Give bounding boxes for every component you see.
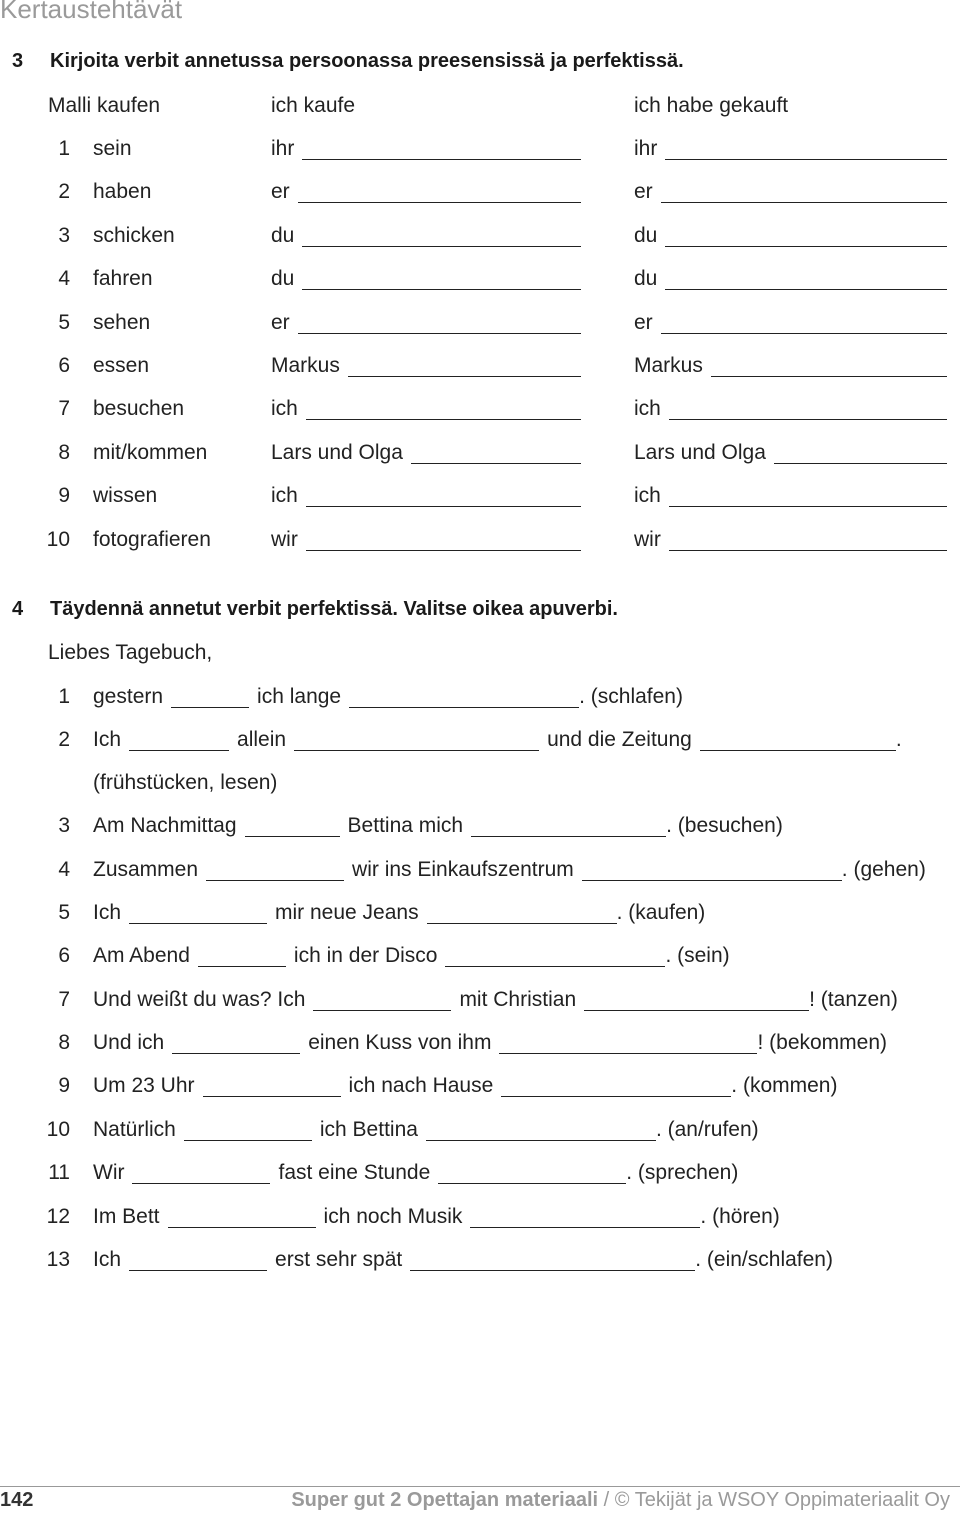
item-number: 1	[58, 685, 70, 708]
answer-blank[interactable]	[184, 1140, 312, 1141]
sentence-start: Zusammen	[93, 858, 199, 881]
exercise-3-title	[12, 50, 684, 73]
item-number: 7	[58, 988, 70, 1011]
subject-perfect: ich	[634, 484, 661, 508]
answer-blank[interactable]	[584, 1010, 809, 1011]
subject-present: ich	[271, 397, 298, 421]
answer-blank[interactable]	[298, 202, 581, 203]
item-number: 2	[58, 180, 70, 204]
answer-blank[interactable]	[471, 836, 666, 837]
verb-hint: (frühstücken, lesen)	[93, 771, 278, 794]
verb-row	[0, 484, 960, 512]
sentence-middle: ich in der Disco	[293, 944, 438, 967]
item-number: 11	[48, 1161, 70, 1184]
exercise-number: 3	[12, 50, 24, 72]
answer-blank[interactable]	[302, 289, 581, 290]
verb-hint: . (schlafen)	[579, 685, 683, 708]
answer-blank[interactable]	[445, 966, 665, 967]
page-footer	[0, 1486, 960, 1513]
sentence-row	[0, 858, 960, 886]
sentence-middle: fast eine Stunde	[278, 1161, 431, 1184]
infinitive: fahren	[93, 267, 153, 291]
answer-blank[interactable]	[129, 1270, 267, 1271]
answer-blank[interactable]	[665, 289, 947, 290]
infinitive: essen	[93, 354, 150, 377]
answer-blank[interactable]	[410, 1270, 695, 1271]
sentence-middle: ich nach Hause	[348, 1074, 494, 1097]
sentence-end: .	[895, 728, 902, 751]
answer-blank[interactable]	[665, 159, 947, 160]
item-number: 6	[58, 944, 70, 967]
answer-blank[interactable]	[661, 333, 947, 334]
sentence-continuation: und die Zeitung	[547, 728, 692, 751]
subject-present: er	[271, 310, 290, 334]
verb-hint: . (ein/schlafen)	[695, 1248, 833, 1271]
item-number: 10	[46, 527, 70, 551]
verb-hint: . (an/rufen)	[655, 1118, 759, 1141]
verb-hint: . (kommen)	[731, 1074, 838, 1097]
sentence-row	[0, 1118, 960, 1146]
sentence-row	[0, 1248, 960, 1276]
infinitive: sein	[93, 137, 132, 160]
infinitive: wissen	[93, 484, 158, 508]
answer-blank[interactable]	[669, 506, 947, 507]
answer-blank[interactable]	[349, 707, 579, 708]
answer-blank[interactable]	[206, 880, 344, 881]
verb-hint: . (kaufen)	[616, 901, 706, 924]
sentence-row	[0, 1205, 960, 1233]
sentence-start: gestern	[93, 685, 164, 708]
publisher-credit	[291, 1489, 950, 1512]
item-number: 6	[58, 354, 70, 377]
book-title: Super gut 2 Opettajan materiaali	[291, 1489, 599, 1511]
sentence-start: Natürlich	[93, 1118, 176, 1141]
answer-blank[interactable]	[501, 1096, 731, 1097]
sentence-start: Und ich	[93, 1031, 165, 1054]
item-number: 13	[46, 1248, 70, 1271]
model-label: Malli kaufen	[48, 94, 161, 117]
answer-blank[interactable]	[427, 923, 617, 924]
infinitive: schicken	[93, 223, 175, 247]
item-number: 3	[58, 223, 70, 247]
section-header: Kertaustehtävät	[0, 0, 183, 24]
sentence-middle: einen Kuss von ihm	[308, 1031, 492, 1054]
answer-blank[interactable]	[499, 1053, 757, 1054]
item-number: 1	[58, 137, 70, 160]
verb-hint: ! (bekommen)	[757, 1031, 888, 1054]
answer-blank[interactable]	[700, 750, 896, 751]
sentence-row	[0, 988, 960, 1016]
infinitive: haben	[93, 180, 152, 204]
subject-present: er	[271, 180, 290, 204]
answer-blank[interactable]	[298, 333, 581, 334]
answer-blank[interactable]	[203, 1096, 341, 1097]
item-number: 10	[46, 1118, 70, 1141]
verb-row	[0, 397, 960, 425]
answer-blank[interactable]	[245, 836, 340, 837]
verb-hint: . (sein)	[665, 944, 730, 967]
item-number: 3	[58, 814, 70, 837]
answer-blank[interactable]	[294, 750, 539, 751]
answer-blank[interactable]	[426, 1140, 656, 1141]
sentence-start: Um 23 Uhr	[93, 1074, 195, 1097]
infinitive: mit/kommen	[93, 440, 208, 464]
subject-present: ihr	[271, 137, 295, 160]
subject-present: du	[271, 267, 295, 291]
subject-present: ich	[271, 484, 298, 508]
infinitive: fotografieren	[93, 527, 211, 551]
model-perfect: ich habe gekauft	[634, 94, 789, 117]
sentence-middle: mir neue Jeans	[275, 901, 419, 924]
sentence-middle: erst sehr spät	[275, 1248, 403, 1271]
sentence-start: Ich	[93, 901, 122, 924]
sentence-start: Ich	[93, 1248, 122, 1271]
answer-blank[interactable]	[411, 463, 581, 464]
model-present: ich kaufe	[271, 94, 356, 117]
answer-blank[interactable]	[313, 1010, 451, 1011]
answer-blank[interactable]	[129, 923, 267, 924]
answer-blank[interactable]	[302, 159, 581, 160]
sentence-row	[0, 1031, 960, 1059]
sentence-middle: ich lange	[257, 685, 342, 708]
subject-perfect: er	[634, 180, 653, 204]
verb-hint: . (sprechen)	[626, 1161, 739, 1184]
sentence-middle: Bettina mich	[347, 814, 464, 837]
infinitive: besuchen	[93, 397, 185, 421]
item-number: 12	[46, 1205, 70, 1228]
sentence-row	[0, 901, 960, 929]
answer-blank[interactable]	[306, 506, 581, 507]
item-number: 5	[58, 310, 70, 334]
salutation: Liebes Tagebuch,	[48, 641, 213, 664]
sentence-hint-row	[0, 771, 960, 799]
answer-blank[interactable]	[168, 1227, 316, 1228]
answer-blank[interactable]	[669, 419, 947, 420]
item-number: 4	[58, 858, 70, 881]
answer-blank[interactable]	[306, 550, 581, 551]
subject-perfect: er	[634, 310, 653, 334]
answer-blank[interactable]	[172, 1053, 300, 1054]
sentence-middle: wir ins Einkaufszentrum	[352, 858, 574, 881]
exercise-instruction: Täydennä annetut verbit perfektissä. Valitse oikea apuverbi.	[50, 598, 618, 620]
answer-blank[interactable]	[198, 966, 286, 967]
subject-perfect: ich	[634, 397, 661, 421]
answer-blank[interactable]	[348, 376, 581, 377]
subject-perfect: du	[634, 267, 658, 291]
answer-blank[interactable]	[132, 1183, 270, 1184]
exercise-4-title	[12, 598, 618, 621]
sentence-start: Im Bett	[93, 1205, 160, 1228]
infinitive: sehen	[93, 310, 151, 334]
verb-row	[0, 224, 960, 252]
subject-perfect: Lars und Olga	[634, 440, 766, 464]
answer-blank[interactable]	[171, 707, 249, 708]
sentence-start: Ich	[93, 728, 122, 751]
subject-perfect: wir	[634, 527, 661, 551]
sentence-row	[0, 1161, 960, 1189]
answer-blank[interactable]	[669, 550, 947, 551]
sentence-row	[0, 1074, 960, 1102]
verb-hint: . (gehen)	[841, 858, 926, 881]
answer-blank[interactable]	[774, 463, 947, 464]
verb-row	[0, 137, 960, 165]
verb-row	[0, 267, 960, 295]
sentence-start: Wir	[93, 1161, 125, 1184]
subject-perfect: ihr	[634, 137, 658, 160]
exercise-number: 4	[12, 598, 24, 620]
subject-perfect: du	[634, 223, 658, 247]
verb-hint: ! (tanzen)	[809, 988, 898, 1011]
verb-row	[0, 180, 960, 208]
verb-row	[0, 441, 960, 469]
verb-row	[0, 528, 960, 556]
answer-blank[interactable]	[302, 246, 581, 247]
answer-blank[interactable]	[582, 880, 842, 881]
page-number: 142	[0, 1489, 34, 1511]
sentence-start: Und weißt du was? Ich	[93, 988, 306, 1011]
answer-blank[interactable]	[129, 750, 229, 751]
subject-present: Lars und Olga	[271, 440, 403, 464]
answer-blank[interactable]	[470, 1227, 700, 1228]
sentence-row	[0, 685, 960, 713]
sentence-middle: mit Christian	[459, 988, 577, 1011]
sentence-row	[0, 814, 960, 842]
item-number: 8	[58, 440, 70, 464]
copyright-text: / © Tekijät ja WSOY Oppimateriaalit Oy	[598, 1489, 950, 1511]
sentence-middle: allein	[237, 728, 287, 751]
verb-hint: . (besuchen)	[666, 814, 783, 837]
answer-blank[interactable]	[711, 376, 947, 377]
sentence-middle: ich Bettina	[319, 1118, 418, 1141]
answer-blank[interactable]	[306, 419, 581, 420]
answer-blank[interactable]	[438, 1183, 626, 1184]
item-number: 7	[58, 397, 70, 421]
item-number: 9	[58, 1074, 70, 1097]
verb-hint: . (hören)	[700, 1205, 780, 1228]
answer-blank[interactable]	[665, 246, 947, 247]
sentence-start: Am Abend	[93, 944, 190, 967]
subject-present: du	[271, 223, 295, 247]
model-row	[0, 94, 960, 122]
subject-present: Markus	[271, 354, 340, 377]
sentence-row	[0, 944, 960, 972]
verb-row	[0, 354, 960, 382]
exercise-instruction: Kirjoita verbit annetussa persoonassa preesensissä ja perfektissä.	[50, 50, 684, 72]
sentence-start: Am Nachmittag	[93, 814, 237, 837]
sentence-row	[0, 728, 960, 756]
answer-blank[interactable]	[661, 202, 947, 203]
sentence-middle: ich noch Musik	[323, 1205, 463, 1228]
subject-perfect: Markus	[634, 354, 703, 377]
item-number: 2	[58, 728, 70, 751]
item-number: 5	[58, 901, 70, 924]
subject-present: wir	[271, 527, 298, 551]
verb-row	[0, 311, 960, 339]
item-number: 8	[58, 1031, 70, 1054]
item-number: 4	[58, 267, 70, 291]
item-number: 9	[58, 484, 70, 508]
